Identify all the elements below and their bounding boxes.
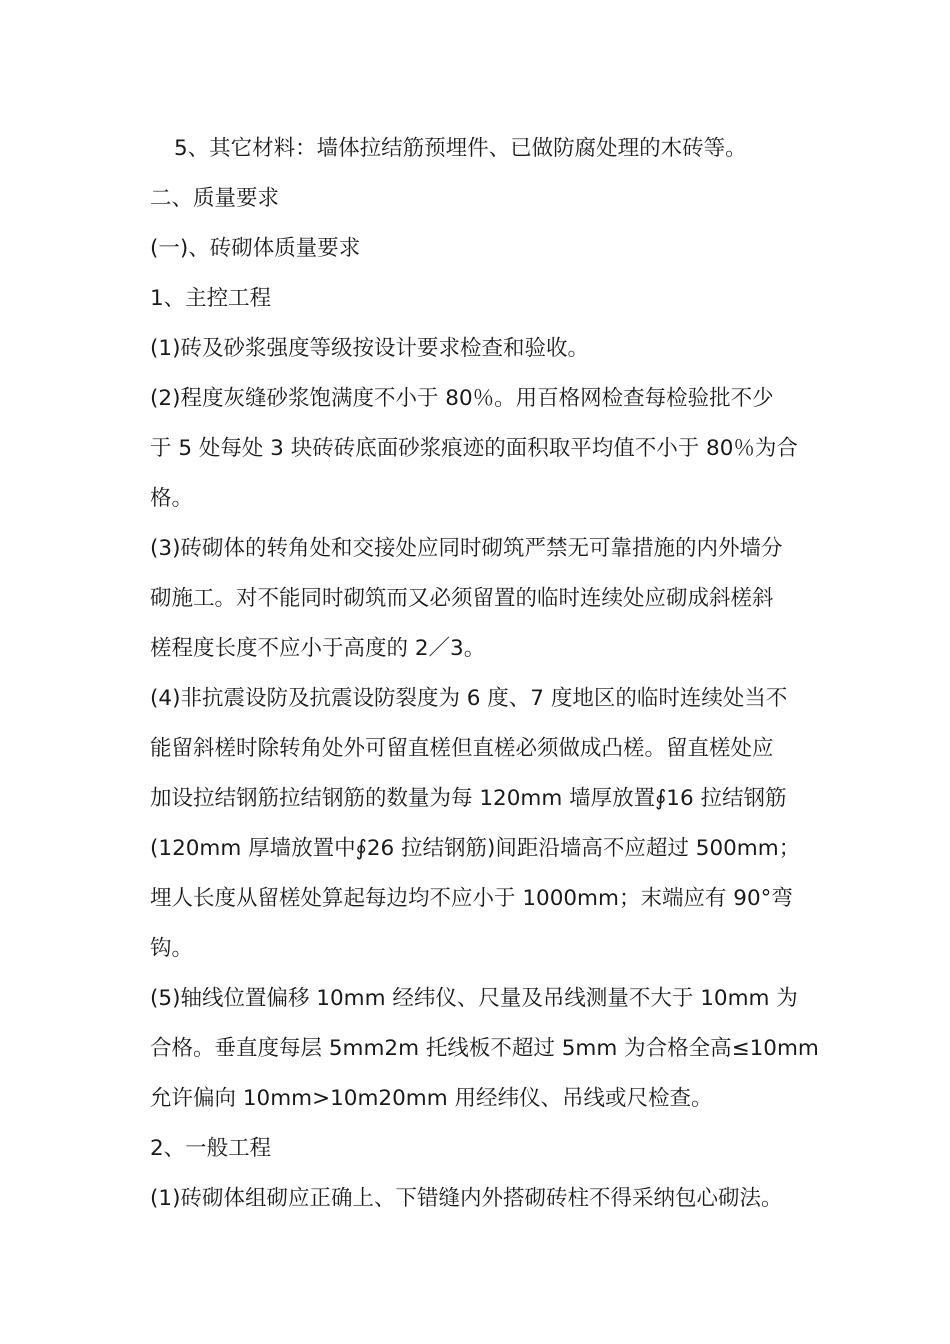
text-line: 加设拉结钢筋拉结钢筋的数量为每 120mm 墙厚放置∮16 拉结钢筋 <box>150 786 787 811</box>
text-line: 允许偏向 10mm>10m20mm 用经纬仪、吊线或尺检查。 <box>150 1086 713 1111</box>
text-line: (3)砖砌体的转角处和交接处应同时砌筑严禁无可靠措施的内外墙分 <box>150 536 783 561</box>
document-body <box>150 124 819 1224</box>
paragraph-other-materials: 5、其它材料：墙体拉结筋预埋件、已做防腐处理的木砖等。 <box>174 136 747 161</box>
text-line: (120mm 厚墙放置中∮26 拉结钢筋)间距沿墙高不应超过 500mm； <box>150 836 801 861</box>
item-heading-main-control: 1、主控工程 <box>150 286 272 311</box>
subsection-heading-brick-masonry: (一)、砖砌体质量要求 <box>150 236 361 261</box>
text-line: (1)砖及砂浆强度等级按设计要求检查和验收。 <box>150 336 589 361</box>
text-line: 合格。垂直度每层 5mm2m 托线板不超过 5mm 为合格全高≤10mm <box>150 1036 819 1061</box>
text-line: 格。 <box>150 486 194 511</box>
text-line: (5)轴线位置偏移 10mm 经纬仪、尺量及吊线测量不大于 10mm 为 <box>150 986 798 1011</box>
text-line: 砌施工。对不能同时砌筑而又必须留置的临时连续处应砌成斜槎斜 <box>150 586 774 611</box>
text-line: (4)非抗震设防及抗震设防裂度为 6 度、7 度地区的临时连续处当不 <box>150 686 788 711</box>
text-line: 钩。 <box>150 936 194 961</box>
item-heading-general: 2、一般工程 <box>150 1136 272 1161</box>
text-line: 埋人长度从留槎处算起每边均不应小于 1000mm；末端应有 90°弯 <box>150 886 793 911</box>
section-heading-quality-requirements: 二、质量要求 <box>150 186 280 211</box>
text-line: 槎程度长度不应小于高度的 2／3。 <box>150 636 486 661</box>
text-line: (2)程度灰缝砂浆饱满度不小于 80％。用百格网检查每检验批不少 <box>150 386 774 411</box>
text-line: 能留斜槎时除转角处外可留直槎但直槎必须做成凸槎。留直槎处应 <box>150 736 774 761</box>
text-line: (1)砖砌体组砌应正确上、下错缝内外搭砌砖柱不得采纳包心砌法。 <box>150 1186 783 1211</box>
text-line: 于 5 处每处 3 块砖砖底面砂浆痕迹的面积取平均值不小于 80％为合 <box>150 436 798 461</box>
